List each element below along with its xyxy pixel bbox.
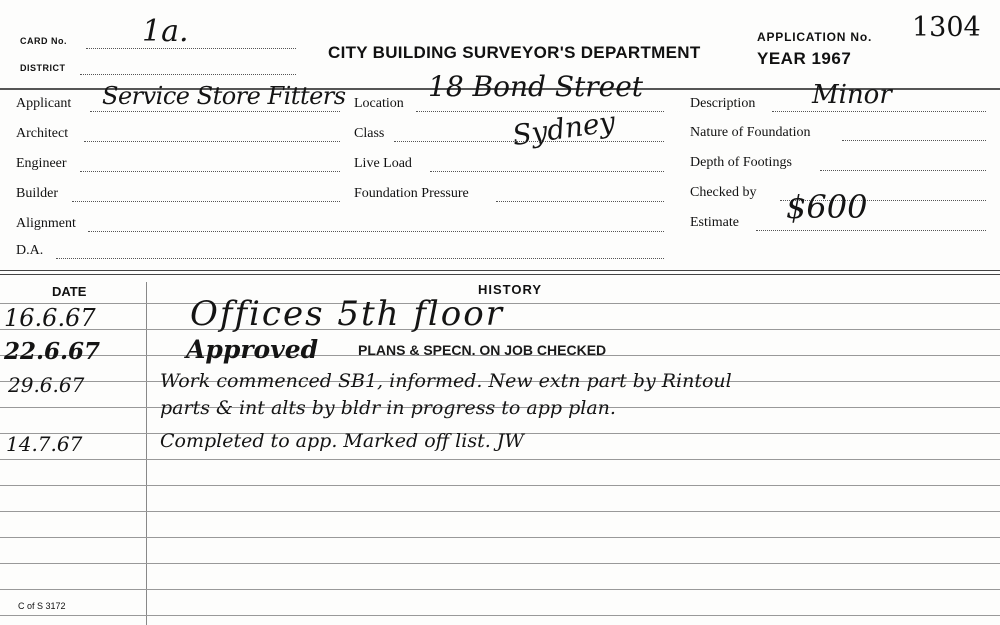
- engineer-label: Engineer: [16, 156, 67, 171]
- description-label: Description: [690, 96, 756, 111]
- ruled-line: [0, 563, 1000, 564]
- location-value-street: 18 Bond Street: [428, 70, 644, 103]
- history-date: 29.6.67: [8, 373, 85, 397]
- history-text: Work commenced SB1, informed. New extn part by Rintoul: [160, 370, 732, 392]
- history-header: HISTORY: [478, 282, 543, 297]
- year-label: YEAR 1967: [757, 49, 852, 68]
- history-text: Completed to app. Marked off list. JW: [160, 430, 524, 452]
- district-line: [80, 74, 296, 75]
- foundation-pressure-line: [496, 201, 664, 202]
- alignment-line: [88, 231, 664, 232]
- history-date: 22.6.67: [4, 338, 101, 365]
- district-label: DISTRICT: [20, 63, 66, 73]
- application-no-value: 1304: [912, 12, 981, 43]
- engineer-line: [80, 171, 340, 172]
- applicant-label: Applicant: [16, 96, 72, 111]
- ruled-line: [0, 589, 1000, 590]
- history-text: parts & int alts by bldr in progress to app plan.: [160, 397, 616, 419]
- section-rule-2: [0, 274, 1000, 275]
- ruled-line: [0, 615, 1000, 616]
- history-date: 14.7.67: [6, 432, 83, 456]
- architect-label: Architect: [16, 126, 69, 141]
- ruled-line: [0, 485, 1000, 486]
- live-load-label: Live Load: [354, 156, 412, 171]
- department-title: CITY BUILDING SURVEYOR'S DEPARTMENT: [328, 43, 701, 62]
- description-value: Minor: [812, 80, 892, 110]
- da-label: D.A.: [16, 243, 44, 258]
- depth-label: Depth of Footings: [690, 155, 792, 170]
- applicant-line: [90, 111, 340, 112]
- description-line: [772, 111, 986, 112]
- nature-label: Nature of Foundation: [690, 125, 811, 140]
- date-column-divider: [146, 282, 147, 625]
- class-label: Class: [354, 126, 385, 141]
- builder-line: [72, 201, 340, 202]
- ruled-line: [0, 537, 1000, 538]
- checked-label: Checked by: [690, 185, 757, 200]
- architect-line: [84, 141, 340, 142]
- nature-line: [842, 140, 986, 141]
- card-no-label: CARD No.: [20, 36, 67, 46]
- estimate-value: $600: [786, 188, 868, 226]
- history-text: Offices 5th floor: [190, 294, 504, 334]
- ruled-line: [0, 459, 1000, 460]
- history-text: Approved: [186, 335, 319, 364]
- history-date: 16.6.67: [4, 304, 96, 332]
- applicant-value: Service Store Fitters: [102, 82, 346, 110]
- location-label: Location: [354, 96, 404, 111]
- card-no-value: 1a.: [142, 14, 189, 49]
- estimate-label: Estimate: [690, 215, 739, 230]
- ruled-line: [0, 511, 1000, 512]
- builder-label: Builder: [16, 186, 58, 201]
- depth-line: [820, 170, 986, 171]
- form-code: C of S 3172: [18, 601, 66, 611]
- live-load-line: [430, 171, 664, 172]
- section-rule-1: [0, 270, 1000, 271]
- foundation-pressure-label: Foundation Pressure: [354, 186, 469, 201]
- card-no-line: [86, 48, 296, 49]
- location-line: [416, 111, 664, 112]
- estimate-line: [756, 230, 986, 231]
- checked-stamp: PLANS & SPECN. ON JOB CHECKED: [358, 342, 607, 358]
- application-no-label: APPLICATION No.: [757, 30, 873, 44]
- da-line: [56, 258, 664, 259]
- location-value-city: Sydney: [510, 104, 618, 153]
- date-header: DATE: [52, 284, 87, 299]
- alignment-label: Alignment: [16, 216, 76, 231]
- class-line: [394, 141, 664, 142]
